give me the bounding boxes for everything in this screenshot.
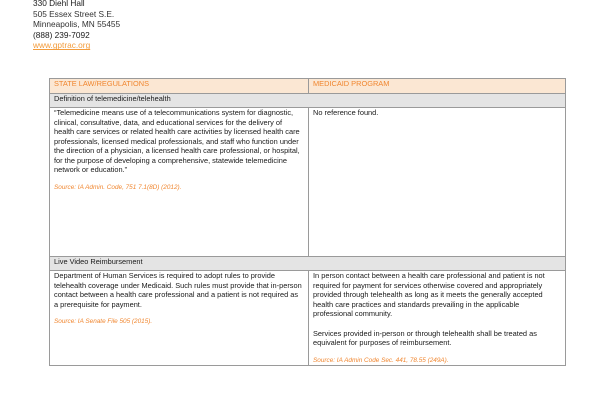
section-title-live-video: Live Video Reimbursement — [50, 257, 566, 271]
state-law-cell — [50, 271, 309, 366]
medicaid-text: No reference found. — [313, 108, 379, 117]
column-header-state-law: STATE LAW/REGULATIONS — [50, 79, 309, 94]
contact-address — [33, 0, 120, 51]
column-header-medicaid: MEDICAID PROGRAM — [309, 79, 566, 94]
section-row — [50, 94, 566, 108]
table-header-row — [50, 79, 566, 94]
table-row — [50, 271, 566, 366]
address-line-2: 505 Essex Street S.E. — [33, 8, 115, 19]
medicaid-text-2: Services provided in-person or through telehealth shall be treated as equivalent for purposes of reimbursement. — [313, 328, 537, 347]
law-text: Department of Human Services is required to adopt rules to provide telehealth coverage under Medicaid. Such rules must provide that in-person contact between a health care professional and a patient is not required as a prerequisite for payment. — [54, 271, 302, 309]
medicaid-text: In person contact between a health care professional and patient is not required for payment for services otherwise covered and appropriately provided through telehealth as long as it meets the generally accepted health care practices and standards prevailing in the applicable professional community. — [313, 271, 545, 318]
law-source: Source: IA Admin. Code, 751 7.1(8D) (2012). — [54, 183, 182, 191]
telehealth-policy-table — [49, 78, 566, 366]
website-link[interactable]: www.gptrac.org — [33, 40, 91, 51]
law-source: Source: IA Senate File 505 (2015). — [54, 318, 153, 325]
section-row — [50, 257, 566, 271]
law-text: “Telemedicine means use of a telecommunications system for diagnostic, clinical, consultative, data, and educational services for the delivery of health care services or related health care activities by licensed health care professionals, licensed medical professionals, and staff who function under the direction of a physician, a licensed health care professional, or hospital, for the purpose of developing a comprehensive, statewide telemedicine network or education.” — [54, 108, 300, 174]
section-title-definition: Definition of telemedicine/telehealth — [50, 94, 566, 108]
state-law-cell — [50, 108, 309, 257]
phone-number: (888) 239-7092 — [33, 29, 90, 40]
table-row — [50, 108, 566, 257]
medicaid-cell — [309, 271, 566, 366]
medicaid-source: Source: IA Admin Code Sec. 441, 78.55 (249A). — [313, 356, 449, 364]
address-line-3: Minneapolis, MN 55455 — [33, 19, 121, 30]
address-line-1: 330 Diehl Hall — [33, 0, 85, 8]
medicaid-cell — [309, 108, 566, 257]
